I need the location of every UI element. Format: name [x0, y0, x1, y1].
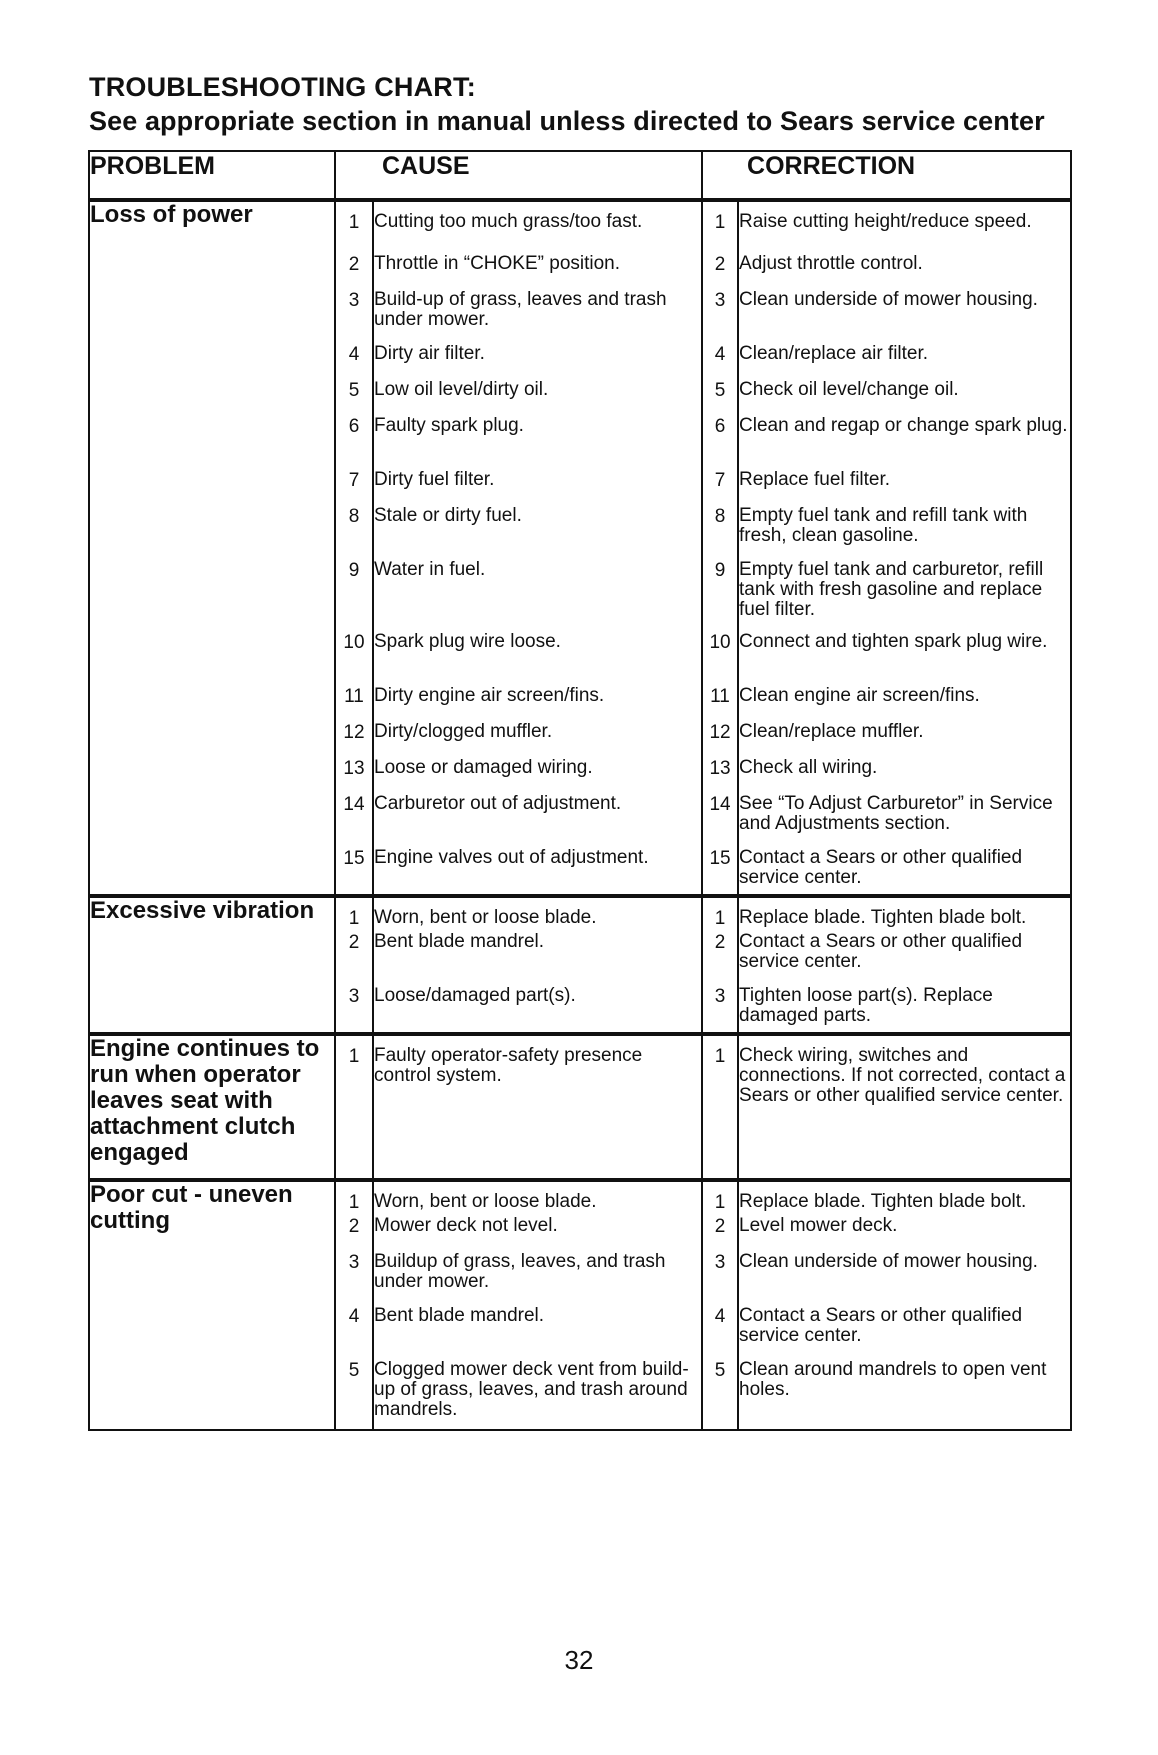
- cause-text: Spark plug wire loose.: [373, 632, 702, 686]
- column-header-problem: PROBLEM: [89, 151, 335, 200]
- cause-text: Faulty spark plug.: [373, 416, 702, 470]
- correction-text: Connect and tighten spark plug wire.: [738, 632, 1071, 686]
- cause-number: 1: [335, 896, 373, 932]
- correction-text: Adjust throttle control.: [738, 254, 1071, 290]
- cause-number: 13: [335, 758, 373, 794]
- correction-number: 1: [702, 1180, 738, 1216]
- table-body: [89, 200, 1071, 1430]
- correction-text: Empty fuel tank and carburetor, refill tank with fresh gasoline and replace fuel filter.: [738, 560, 1071, 632]
- cause-number: 1: [335, 1180, 373, 1216]
- correction-number: 10: [702, 632, 738, 686]
- troubleshooting-table: [88, 150, 1072, 1431]
- cause-text: Clogged mower deck vent from build-up of grass, leaves, and trash around mandrels.: [373, 1360, 702, 1430]
- correction-text: Clean engine air screen/fins.: [738, 686, 1071, 722]
- cause-number: 4: [335, 344, 373, 380]
- correction-number: 1: [702, 200, 738, 254]
- correction-number: 2: [702, 1216, 738, 1252]
- correction-text: Clean underside of mower housing.: [738, 1252, 1071, 1306]
- problem-cell: Loss of power: [89, 200, 335, 896]
- correction-text: Replace blade. Tighten blade bolt.: [738, 896, 1071, 932]
- correction-number: 5: [702, 380, 738, 416]
- correction-text: Empty fuel tank and refill tank with fresh, clean gasoline.: [738, 506, 1071, 560]
- cause-number: 3: [335, 986, 373, 1034]
- correction-number: 14: [702, 794, 738, 848]
- cause-text: Loose or damaged wiring.: [373, 758, 702, 794]
- correction-number: 8: [702, 506, 738, 560]
- cause-text: Throttle in “CHOKE” position.: [373, 254, 702, 290]
- cause-text: Build-up of grass, leaves and trash under mower.: [373, 290, 702, 344]
- correction-number: 12: [702, 722, 738, 758]
- page-number: 32: [564, 1645, 594, 1675]
- cause-text: Bent blade mandrel.: [373, 932, 702, 986]
- cause-text: Dirty fuel filter.: [373, 470, 702, 506]
- correction-number: 6: [702, 416, 738, 470]
- cause-text: Cutting too much grass/too fast.: [373, 200, 702, 254]
- cause-text: Stale or dirty fuel.: [373, 506, 702, 560]
- correction-text: Clean underside of mower housing.: [738, 290, 1071, 344]
- cause-number: 14: [335, 794, 373, 848]
- cause-number: 2: [335, 1216, 373, 1252]
- problem-cell: Poor cut - uneven cutting: [89, 1180, 335, 1430]
- chart-subtitle: See appropriate section in manual unless directed to Sears service center: [89, 106, 1045, 136]
- cause-number: 7: [335, 470, 373, 506]
- cause-number: 2: [335, 932, 373, 986]
- correction-number: 4: [702, 344, 738, 380]
- cause-text: Water in fuel.: [373, 560, 702, 632]
- cause-number: 10: [335, 632, 373, 686]
- cause-text: Low oil level/dirty oil.: [373, 380, 702, 416]
- correction-number: 2: [702, 254, 738, 290]
- cause-number: 6: [335, 416, 373, 470]
- correction-number: 11: [702, 686, 738, 722]
- cause-text: Worn, bent or loose blade.: [373, 896, 702, 932]
- table-row: [89, 896, 1071, 932]
- column-header-cause: CAUSE: [335, 151, 702, 200]
- correction-text: Level mower deck.: [738, 1216, 1071, 1252]
- table-row: [89, 1034, 1071, 1180]
- cause-number: 9: [335, 560, 373, 632]
- cause-text: Faulty operator-safety presence control system.: [373, 1034, 702, 1180]
- cause-number: 1: [335, 200, 373, 254]
- correction-number: 15: [702, 848, 738, 896]
- cause-text: Dirty air filter.: [373, 344, 702, 380]
- table-row: [89, 1180, 1071, 1216]
- cause-text: Bent blade mandrel.: [373, 1306, 702, 1360]
- correction-text: Check oil level/change oil.: [738, 380, 1071, 416]
- column-header-correction: CORRECTION: [702, 151, 1071, 200]
- cause-number: 15: [335, 848, 373, 896]
- correction-text: Clean and regap or change spark plug.: [738, 416, 1071, 470]
- correction-text: Tighten loose part(s). Replace damaged parts.: [738, 986, 1071, 1034]
- cause-number: 2: [335, 254, 373, 290]
- correction-text: Raise cutting height/reduce speed.: [738, 200, 1071, 254]
- cause-number: 4: [335, 1306, 373, 1360]
- cause-number: 5: [335, 1360, 373, 1430]
- cause-text: Carburetor out of adjustment.: [373, 794, 702, 848]
- correction-number: 7: [702, 470, 738, 506]
- chart-title: TROUBLESHOOTING CHART:: [89, 72, 476, 102]
- cause-number: 11: [335, 686, 373, 722]
- cause-text: Dirty/clogged muffler.: [373, 722, 702, 758]
- correction-text: Contact a Sears or other qualified service center.: [738, 1306, 1071, 1360]
- table-row: [89, 200, 1071, 254]
- correction-text: Clean/replace air filter.: [738, 344, 1071, 380]
- correction-number: 9: [702, 560, 738, 632]
- correction-text: Check wiring, switches and connections. If not corrected, contact a Sears or other qualified service center.: [738, 1034, 1071, 1180]
- cause-text: Mower deck not level.: [373, 1216, 702, 1252]
- correction-number: 4: [702, 1306, 738, 1360]
- cause-text: Loose/damaged part(s).: [373, 986, 702, 1034]
- correction-text: Replace blade. Tighten blade bolt.: [738, 1180, 1071, 1216]
- correction-text: Clean/replace muffler.: [738, 722, 1071, 758]
- correction-number: 1: [702, 1034, 738, 1180]
- correction-number: 13: [702, 758, 738, 794]
- correction-number: 2: [702, 932, 738, 986]
- cause-number: 3: [335, 290, 373, 344]
- correction-text: Contact a Sears or other qualified service center.: [738, 932, 1071, 986]
- cause-number: 5: [335, 380, 373, 416]
- cause-number: 1: [335, 1034, 373, 1180]
- correction-number: 5: [702, 1360, 738, 1430]
- cause-text: Worn, bent or loose blade.: [373, 1180, 702, 1216]
- correction-number: 3: [702, 1252, 738, 1306]
- correction-text: See “To Adjust Carburetor” in Service and Adjustments section.: [738, 794, 1071, 848]
- correction-text: Contact a Sears or other qualified service center.: [738, 848, 1071, 896]
- correction-number: 1: [702, 896, 738, 932]
- cause-text: Buildup of grass, leaves, and trash under mower.: [373, 1252, 702, 1306]
- cause-number: 8: [335, 506, 373, 560]
- correction-number: 3: [702, 290, 738, 344]
- cause-number: 3: [335, 1252, 373, 1306]
- correction-text: Replace fuel filter.: [738, 470, 1071, 506]
- cause-number: 12: [335, 722, 373, 758]
- header-row: [89, 151, 1071, 200]
- cause-text: Dirty engine air screen/fins.: [373, 686, 702, 722]
- cause-text: Engine valves out of adjustment.: [373, 848, 702, 896]
- problem-cell: Excessive vibration: [89, 896, 335, 1034]
- problem-cell: Engine continues to run when operator leaves seat with attachment clutch engaged: [89, 1034, 335, 1180]
- correction-number: 3: [702, 986, 738, 1034]
- correction-text: Clean around mandrels to open vent holes.: [738, 1360, 1071, 1430]
- correction-text: Check all wiring.: [738, 758, 1071, 794]
